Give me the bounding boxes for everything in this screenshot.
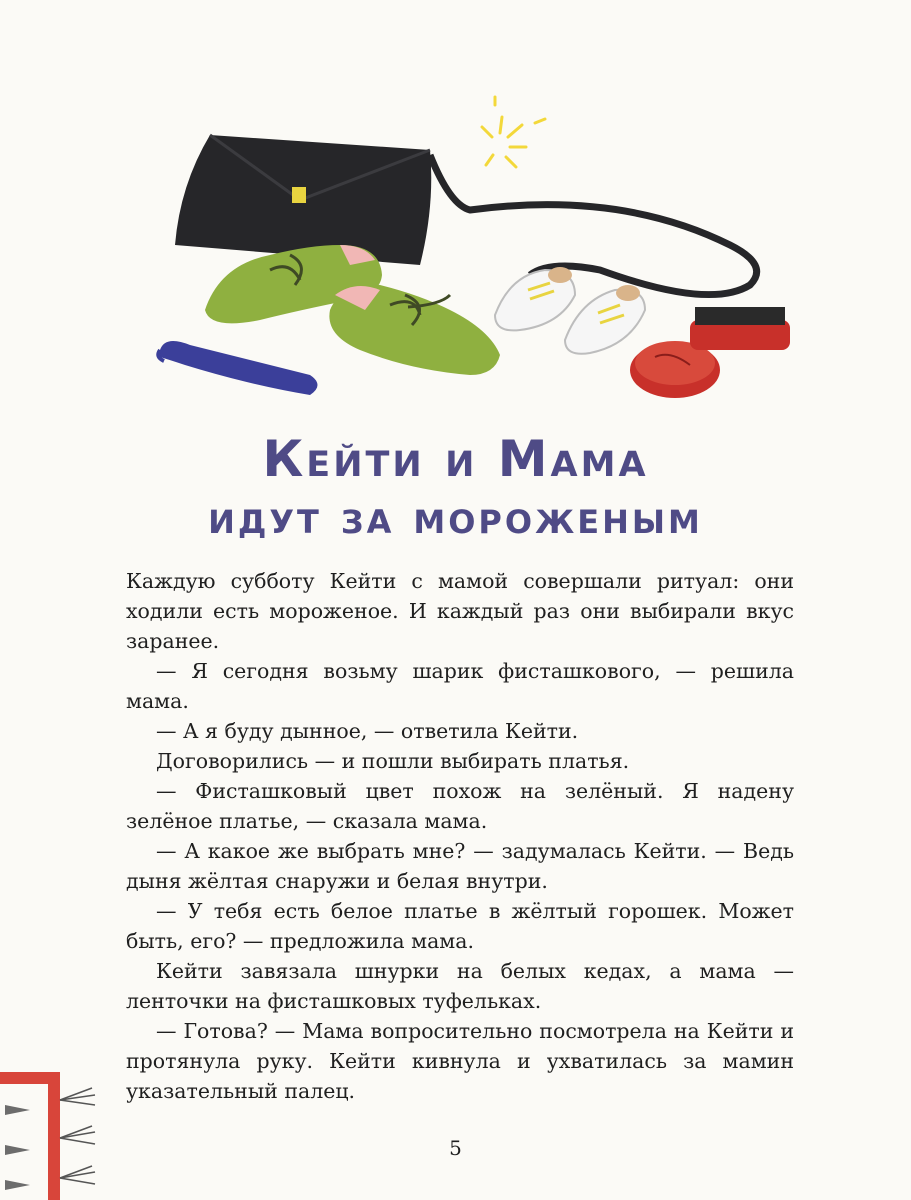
story-text: [126, 566, 794, 1106]
paragraph: Каждую субботу Кейти с мамой совершали ритуал: они ходили есть мороженое. И каждый раз они выбирали вкус заранее.: [126, 569, 794, 653]
paragraph: — Я сегодня возьму шарик фисташкового, — решила мама.: [126, 659, 794, 713]
paragraph: — А какое же выбрать мне? — задумалась Кейти. — Ведь дыня жёлтая снаружи и белая внутри.: [126, 839, 794, 893]
chapter-title-line2: идут за мороженым: [208, 490, 703, 544]
paragraph: — У тебя есть белое платье в жёлтый горошек. Может быть, его? — предложила мама.: [126, 899, 794, 953]
paragraph: Договорились — и пошли выбирать платья.: [156, 749, 630, 773]
paragraph: — Фисташковый цвет похож на зелёный. Я надену зелёное платье, — сказала мама.: [126, 779, 794, 833]
page-number: 5: [449, 1136, 462, 1160]
umbrella: [160, 341, 318, 395]
sparkle-icon: [482, 97, 545, 167]
paragraph: Кейти завязала шнурки на белых кедах, а мама — ленточки на фисташковых туфельках.: [126, 959, 794, 1013]
illustration-bag-shoes: [150, 95, 800, 405]
bag-strap: [430, 155, 757, 295]
corner-decoration: [0, 1060, 120, 1200]
chapter-title: [0, 430, 911, 546]
paragraph: — А я буду дынное, — ответила Кейти.: [156, 719, 579, 743]
paragraph: — Готова? — Мама вопросительно посмотрела на Кейти и протянула руку. Кейти кивнула и ухватилась за мамин указательный палец.: [126, 1019, 794, 1103]
chapter-title-line1: Кейти и Мама: [262, 430, 649, 488]
